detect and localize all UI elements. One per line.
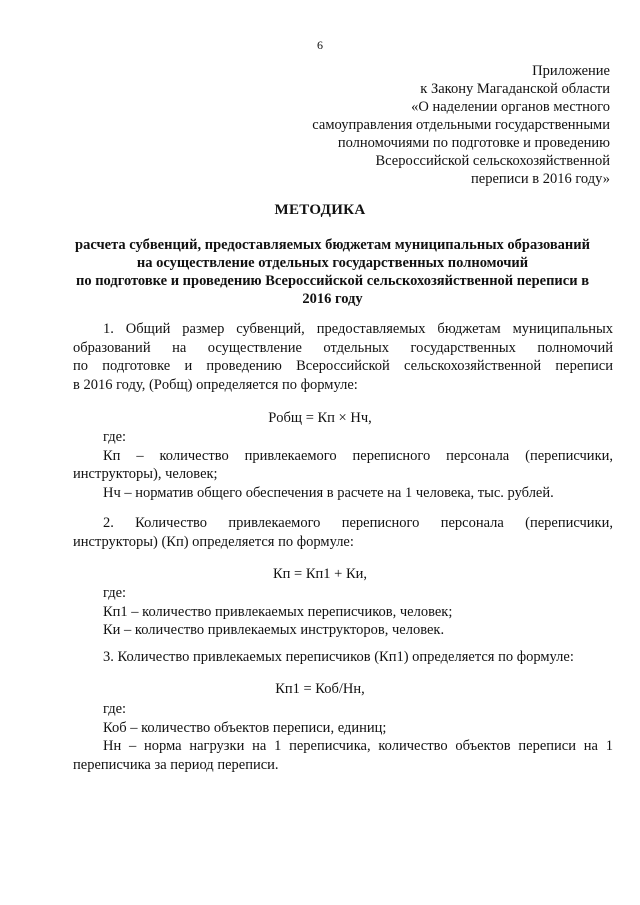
definition-line: Кп – количество привлекаемого переписного персонала (переписчики, xyxy=(103,447,613,464)
appendix-line: переписи в 2016 году» xyxy=(471,171,610,187)
paragraph-line: 1. Общий размер субвенций, предоставляемых бюджетам муниципальных xyxy=(103,321,613,337)
paragraph-line: образований на осуществление отдельных государственных полномочий xyxy=(73,339,613,356)
appendix-line: самоуправления отдельными государственными xyxy=(312,117,610,133)
definition-line: Нч – норматив общего обеспечения в расчете на 1 человека, тыс. рублей. xyxy=(103,484,554,501)
definition-line: Ки – количество привлекаемых инструкторов, человек. xyxy=(103,622,445,638)
section-1-definitions xyxy=(73,428,613,502)
subtitle-line: по подготовке и проведению Всероссийской сельскохозяйственной переписи в xyxy=(75,273,590,289)
definition-line: Коб – количество объектов переписи, единиц; xyxy=(103,719,387,736)
appendix-header xyxy=(250,62,610,188)
appendix-line: «О наделении органов местного xyxy=(411,99,610,115)
formula-3: Кп1 = Коб/Нн, xyxy=(275,681,365,697)
appendix-line: полномочиями по подготовке и проведению xyxy=(337,135,610,151)
section-3-definitions xyxy=(73,700,613,774)
formula-2: Кп = Кп1 + Ки, xyxy=(272,566,368,582)
where-label: где: xyxy=(103,701,127,717)
section-3-paragraph xyxy=(73,648,613,667)
document-subtitle xyxy=(50,236,615,308)
section-2-paragraph xyxy=(73,514,613,551)
where-label: где: xyxy=(103,585,127,601)
subtitle-line: 2016 году xyxy=(302,291,363,307)
document-title: МЕТОДИКА xyxy=(274,202,366,218)
subtitle-line: расчета субвенций, предоставляемых бюджетам муниципальных образований xyxy=(75,237,590,253)
paragraph-line: по подготовке и проведению Всероссийской сельскохозяйственной переписи xyxy=(73,358,613,374)
definition-line: Кп1 – количество привлекаемых переписчиков, человек; xyxy=(103,603,453,620)
section-2-definitions xyxy=(73,584,613,640)
section-1-paragraph xyxy=(73,320,613,394)
definition-line: инструкторы), человек; xyxy=(73,466,218,482)
paragraph-line: в 2016 году, (Pобщ) определяется по формуле: xyxy=(73,376,358,393)
definition-line: переписчика за период переписи. xyxy=(73,756,279,773)
formula-1: Pобщ = Кп × Нч, xyxy=(268,410,372,426)
appendix-line: Всероссийской сельскохозяйственной xyxy=(375,153,610,169)
where-label: где: xyxy=(103,429,127,445)
definition-line: Нн – норма нагрузки на 1 переписчика, количество объектов переписи на 1 xyxy=(103,738,613,754)
paragraph-line: инструкторы) (Кп) определяется по формуле: xyxy=(73,533,354,550)
paragraph-line: 3. Количество привлекаемых переписчиков (Кп1) определяется по формуле: xyxy=(103,649,574,665)
paragraph-line: 2. Количество привлекаемого переписного персонала (переписчики, xyxy=(103,515,613,531)
appendix-line: Приложение xyxy=(532,63,610,79)
appendix-line: к Закону Магаданской области xyxy=(420,81,610,97)
subtitle-line: на осуществление отдельных государственных полномочий xyxy=(136,255,529,271)
page-number: 6 xyxy=(317,38,323,52)
